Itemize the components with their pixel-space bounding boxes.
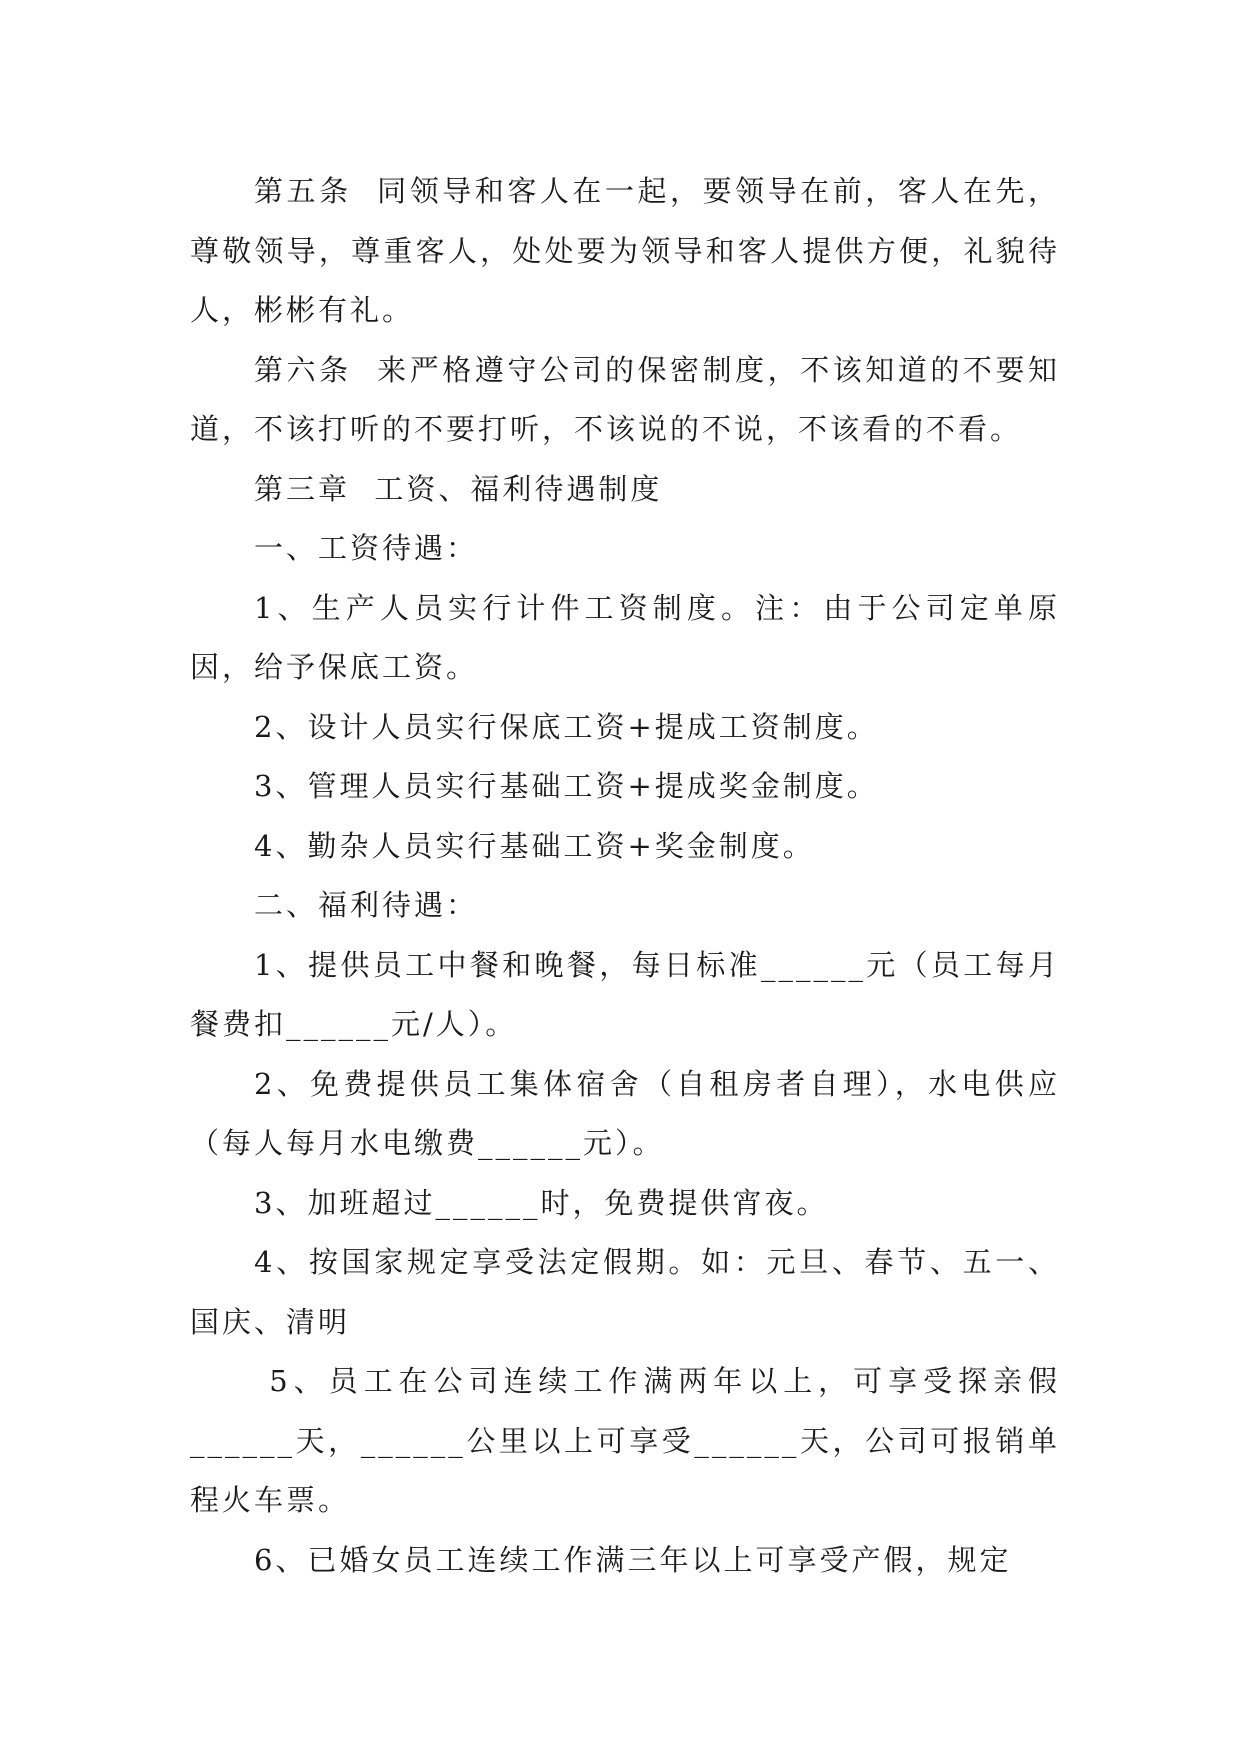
benefits-item-4: 4、按国家规定享受法定假期。如：元旦、春节、五一、国庆、清明 [190,1245,1060,1339]
wages-item-1: 1、生产人员实行计件工资制度。注：由于公司定单原因，给予保底工资。 [190,590,1060,684]
wages-item-3: 3、管理人员实行基础工资+提成奖金制度。 [254,769,879,803]
chapter-3-heading: 第三章 工资、福利待遇制度 [254,471,663,506]
wages-item-4: 4、勤杂人员实行基础工资+奖金制度。 [254,828,815,863]
section-benefits-heading: 二、福利待遇： [254,888,479,922]
section-wages-heading: 一、工资待遇： [254,531,479,565]
wages-item-2: 2、设计人员实行保底工资+提成工资制度。 [254,709,879,744]
benefits-item-3: 3、加班超过______时，免费提供宵夜。 [254,1185,829,1220]
benefits-item-1: 1、提供员工中餐和晚餐，每日标准______元（员工每月餐费扣______元/人）。 [190,947,1060,1041]
benefits-item-5: 5、员工在公司连续工作满两年以上，可享受探亲假______天，______公里以上可享受______天，公司可报销单程火车票。 [190,1364,1061,1517]
article-6-paragraph: 第六条 来严格遵守公司的保密制度，不该知道的不要知道，不该打听的不要打听，不该说的不说，不该看的不看。 [190,352,1060,446]
benefits-item-6: 6、已婚女员工连续工作满三年以上可享受产假，规定 [254,1542,1012,1577]
benefits-item-2: 2、免费提供员工集体宿舍（自租房者自理），水电供应（每人每月水电缴费______元）。 [190,1066,1060,1160]
document-body [190,162,1060,1590]
article-5-paragraph: 第五条 同领导和客人在一起，要领导在前，客人在先，尊敬领导，尊重客人，处处要为领导和客人提供方便，礼貌待人，彬彬有礼。 [190,174,1060,327]
